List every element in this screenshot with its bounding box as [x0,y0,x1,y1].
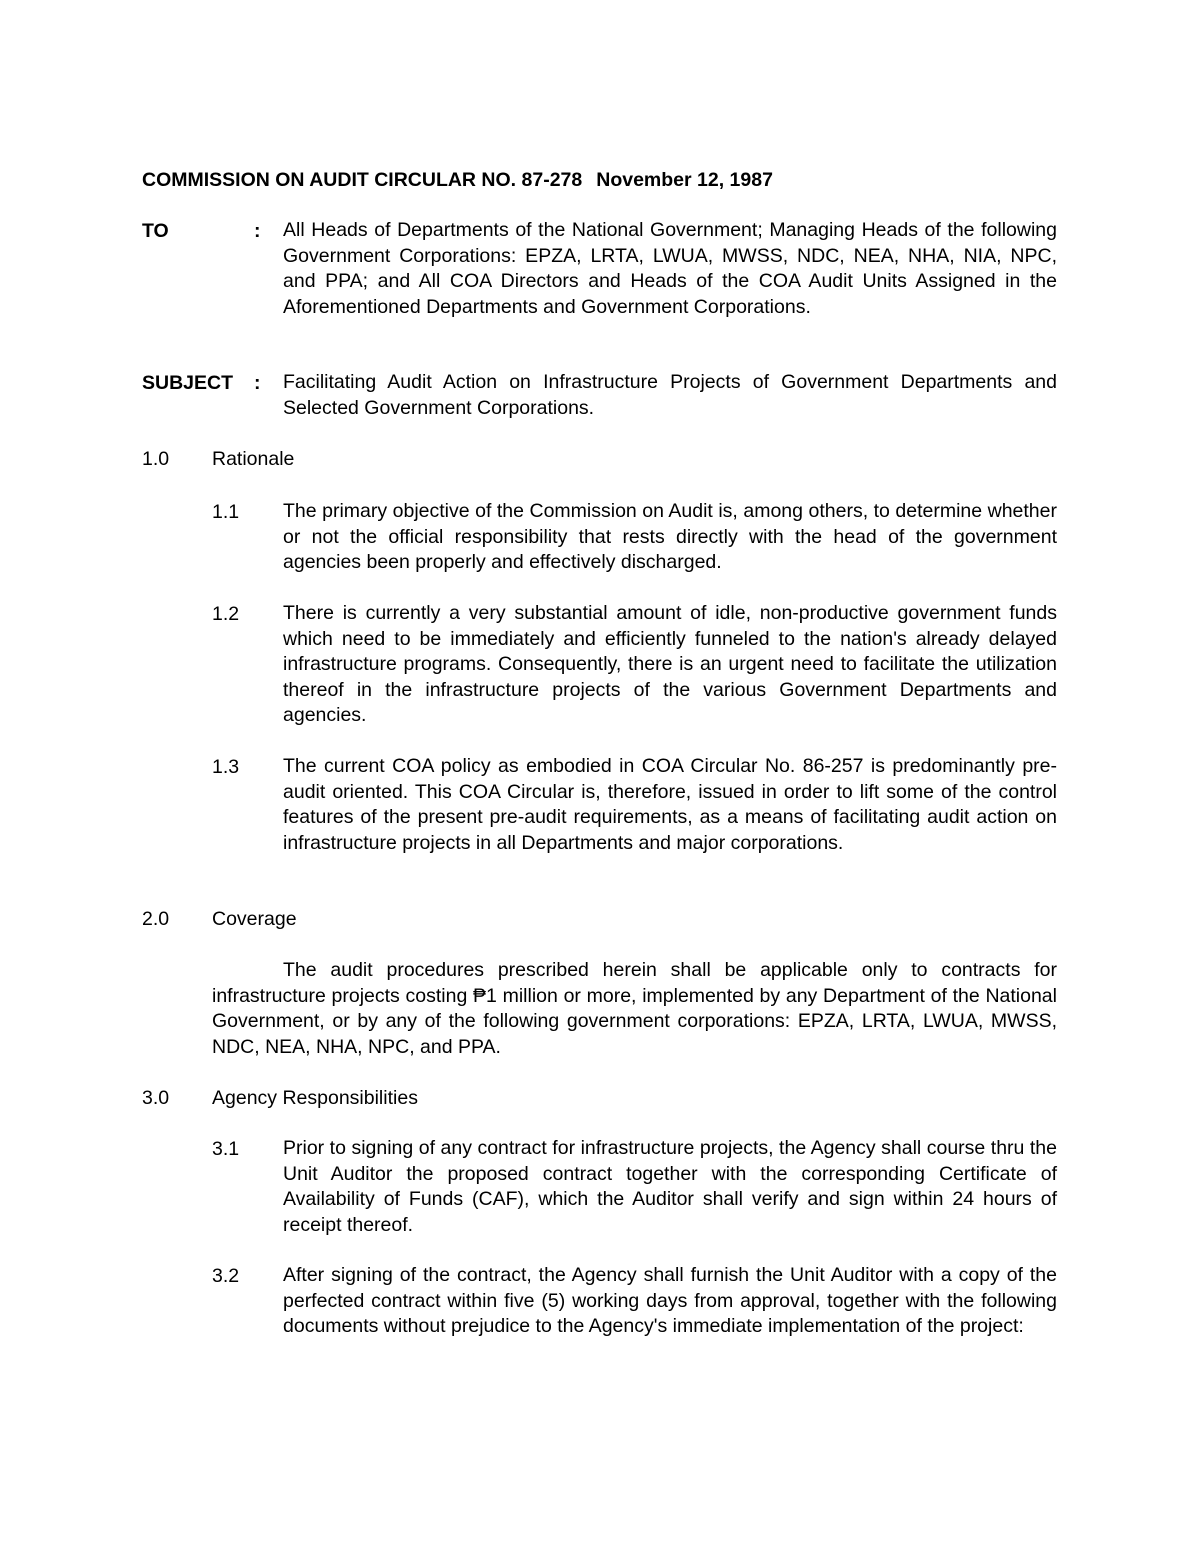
to-label: TO [142,220,169,242]
section-number: 3.0 [142,1087,170,1109]
circular-date: November 12, 1987 [596,169,773,191]
section-title: Coverage [212,908,297,930]
item-number: 3.1 [212,1138,240,1160]
item-text: Prior to signing of any contract for infrastructure projects, the Agency shall course thru the Unit Auditor the proposed contract together with the corresponding Certificate of Availability of Funds (CAF), which the Auditor shall verify and sign within 24 hours of receipt thereof. [283,1137,1057,1236]
item-text: The current COA policy as embodied in COA Circular No. 86-257 is predominantly pre-audit oriented. This COA Circular is, therefore, issued in order to lift some of the control features of the present pre-audit requirements, as a means of facilitating audit action on infrastructure projects in all Departments and major corporations. [283,755,1057,854]
circular-title [142,169,773,192]
coverage-text: The audit procedures prescribed herein shall be applicable only to contracts for infrastructure projects costing ₱1 million or more, implemented by any Department of the National Government, or by any of the following government corporations: EPZA, LRTA, LWUA, MWSS, NDC, NEA, NHA, NPC, and PPA. [212,959,1057,1058]
item-number: 1.2 [212,603,240,625]
subject-colon: : [254,372,261,394]
item-number: 3.2 [212,1265,240,1287]
subject-label: SUBJECT [142,372,234,394]
to-colon: : [254,220,261,242]
item-text: There is currently a very substantial amount of idle, non-productive government funds which need to be immediately and efficiently funneled to the nation's already delayed infrastructure programs. Consequently, there is an urgent need to facilitate the utilization thereof in the infrastructure projects of the various Government Departments and agencies. [283,602,1057,726]
item-text: The primary objective of the Commission on Audit is, among others, to determine whether or not the official responsibility that rests directly with the head of the government agencies been properly and effectively discharged. [283,500,1057,573]
to-text: All Heads of Departments of the National Government; Managing Heads of the following Government Corporations: EPZA, LRTA, LWUA, MWSS, NDC, NEA, NHA, NIA, NPC, and PPA; and All COA Directors and Heads of the COA Audit Units Assigned in the Aforementioned Departments and Government Corporations. [283,219,1057,318]
section-number: 1.0 [142,448,170,470]
circular-number: COMMISSION ON AUDIT CIRCULAR NO. 87-278 [142,169,583,191]
section-number: 2.0 [142,908,170,930]
subject-text: Facilitating Audit Action on Infrastructure Projects of Government Departments and Selected Government Corporations. [283,371,1057,419]
item-number: 1.3 [212,756,240,778]
section-title: Rationale [212,448,295,470]
section-title: Agency Responsibilities [212,1087,418,1109]
item-text: After signing of the contract, the Agency shall furnish the Unit Auditor with a copy of the perfected contract within five (5) working days from approval, together with the following documents without prejudice to the Agency's immediate implementation of the project: [283,1264,1057,1337]
item-number: 1.1 [212,501,240,523]
